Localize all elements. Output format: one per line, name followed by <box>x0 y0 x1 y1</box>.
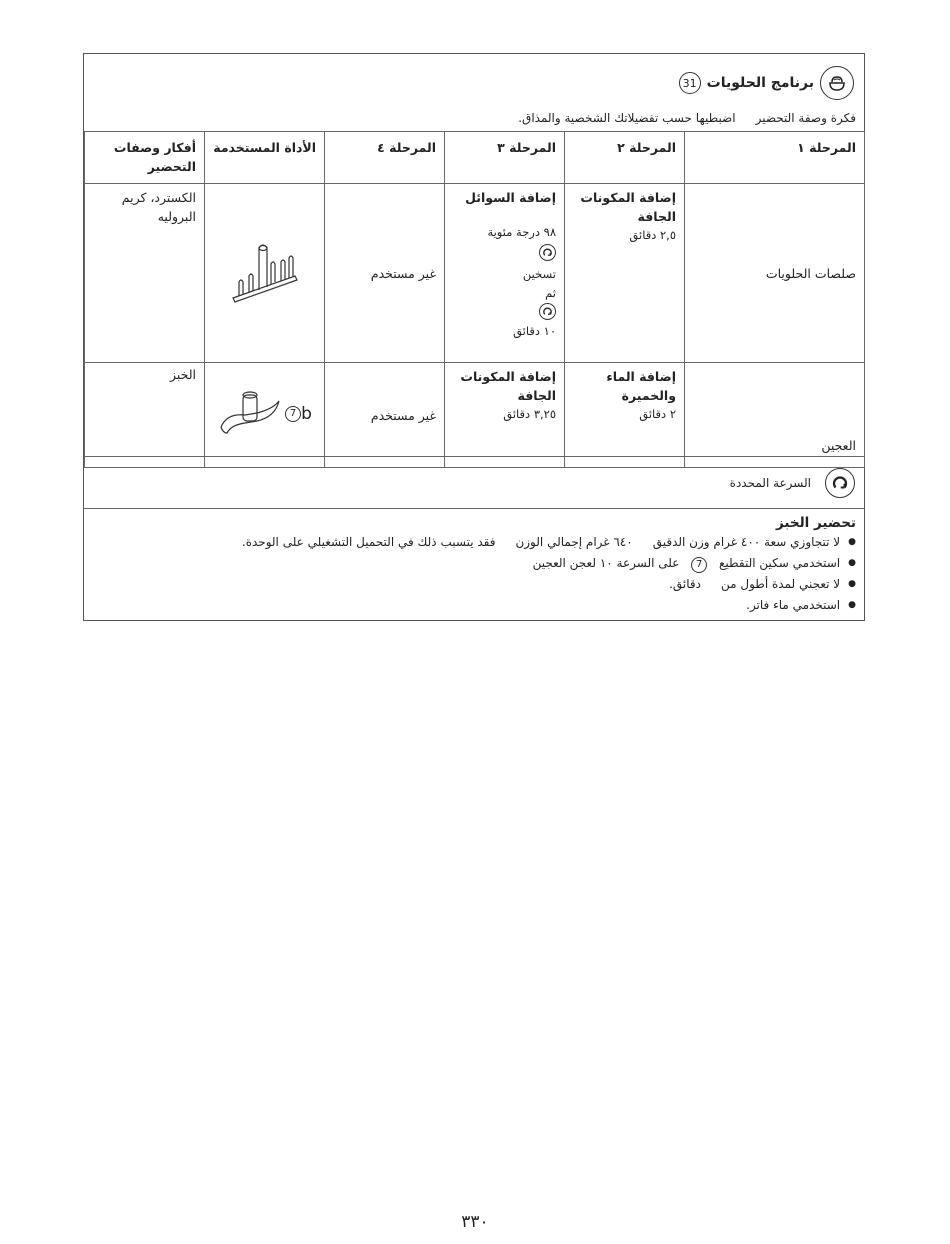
row2-stage4: غير مستخدم <box>325 363 445 468</box>
header-ideas: أفكار وصفات التحضير <box>85 132 205 184</box>
row1-stage3: إضافة السوائل ٩٨ درجة مئوية تسخين ثم ١٠ دقائق <box>445 184 565 363</box>
dough-blade-icon <box>217 389 283 439</box>
legend-label: السرعة المحددة <box>729 476 811 490</box>
notes-section <box>84 508 864 616</box>
row2-tool <box>205 363 325 468</box>
row1-stage1: صلصات الحلويات <box>685 184 865 363</box>
header-tool: الأداة المستخدمة <box>205 132 325 184</box>
program-subtitle: فكرة وصفة التحضيراضبطيها حسب تفضيلاتك الشخصية والمذاق. <box>518 111 856 125</box>
header-stage3: المرحلة ٣ <box>445 132 565 184</box>
preset-speed-icon <box>825 468 855 498</box>
program-table <box>84 131 865 468</box>
tool-label: 7 b <box>285 404 312 424</box>
notes-title: تحضير الخبز <box>775 515 856 531</box>
list-item: ● لا تتجاوزي سعة ٤٠٠ غرام وزن الدقيق٦٤٠ غرام إجمالي الوزنفقد يتسبب ذلك في التحميل التشغيلي على الوحدة. <box>241 535 856 549</box>
list-item: ● لا تعجني لمدة أطول مندقائق. <box>669 577 856 591</box>
program-number-badge: 31 <box>679 72 701 94</box>
page-number: ٣٣٠ <box>461 1212 489 1232</box>
row1-stage4: غير مستخدم <box>325 184 445 363</box>
preset-speed-icon <box>539 303 556 320</box>
program-title: برنامج الحلويات <box>706 75 814 91</box>
notes-list <box>84 532 856 616</box>
row1-tool <box>205 184 325 363</box>
legend <box>84 456 864 509</box>
table-row <box>85 363 865 468</box>
row2-ideas: الخبز <box>85 363 205 468</box>
row2-stage3: إضافة المكونات الجافة ٣,٢٥ دقائق <box>445 363 565 468</box>
dessert-bowl-icon <box>820 66 854 100</box>
program-card <box>83 53 865 621</box>
row1-ideas: الكسترد، كريم البروليه <box>85 184 205 363</box>
header-stage2: المرحلة ٢ <box>565 132 685 184</box>
table-header-row <box>85 132 865 184</box>
list-item: ● استخدمي سكين التقطيع 7 على السرعة ١٠ لعجن العجين <box>84 553 856 574</box>
row2-stage1: العجين <box>685 363 865 468</box>
list-item: ● استخدمي ماء فاتر. <box>746 598 856 612</box>
whisk-attachment-icon <box>225 236 305 308</box>
header-stage1: المرحلة ١ <box>685 132 865 184</box>
table-row <box>85 184 865 363</box>
preset-speed-icon <box>539 244 556 261</box>
cutting-blade-number-badge: 7 <box>691 557 707 573</box>
program-header <box>679 66 854 100</box>
row2-stage2: إضافة الماء والخميرة ٢ دقائق <box>565 363 685 468</box>
header-stage4: المرحلة ٤ <box>325 132 445 184</box>
row1-stage2: إضافة المكونات الجافة ٢,٥ دقائق <box>565 184 685 363</box>
tool-number-badge: 7 <box>285 406 301 422</box>
